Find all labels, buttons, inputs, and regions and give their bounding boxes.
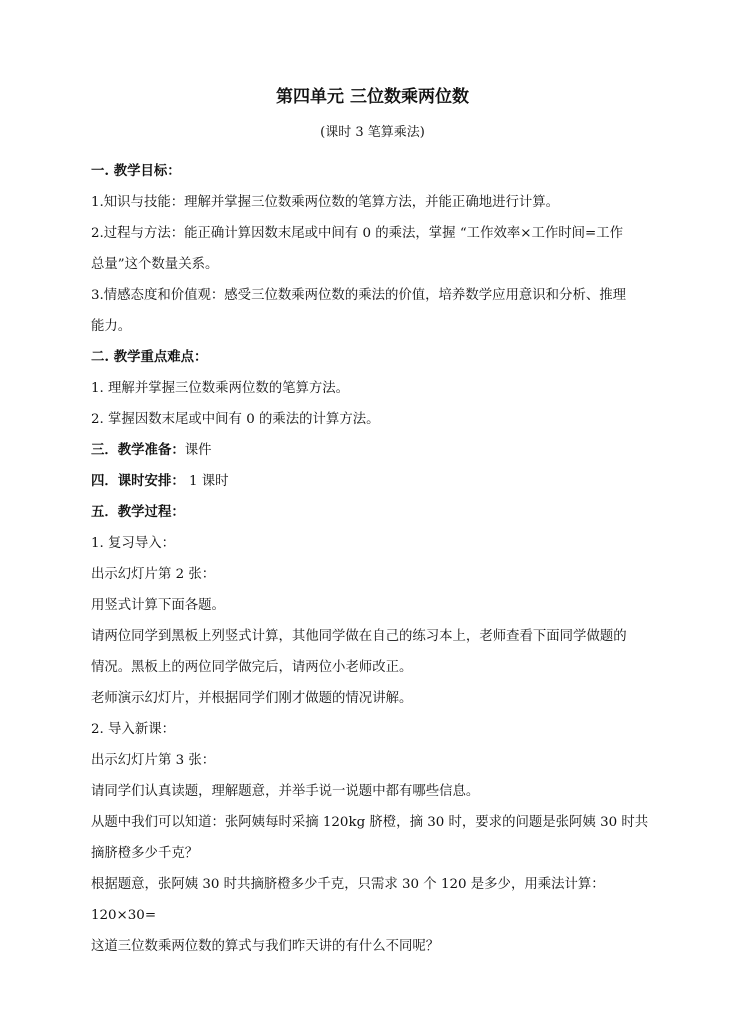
paragraph-line: 120×30= <box>91 908 157 923</box>
paragraph-line: 老师演示幻灯片，并根据同学们刚才做题的情况讲解。 <box>91 691 413 706</box>
section-heading-objectives: 一. 教学目标： <box>91 163 181 179</box>
paragraph-line: 从题中我们可以知道：张阿姨每时采摘 120kg 脐橙，摘 30 时，要求的问题是张阿姨 30 时共 <box>91 815 649 830</box>
paragraph-line: 请两位同学到黑板上列竖式计算，其他同学做在自己的练习本上，老师查看下面同学做题的 <box>91 629 627 644</box>
paragraph-line: 2.过程与方法：能正确计算因数末尾或中间有 0 的乘法，掌握 “工作效率×工作时间=工作 <box>91 226 624 241</box>
paragraph-line: 出示幻灯片第 2 张： <box>91 567 216 582</box>
paragraph-line: 能力。 <box>91 319 132 334</box>
paragraph-line: 1. 复习导入： <box>91 536 175 551</box>
paragraph-line: 2. 掌握因数末尾或中间有 0 的乘法的计算方法。 <box>91 412 380 427</box>
paragraph-line: 2. 导入新课： <box>91 722 175 737</box>
paragraph-line: 这道三位数乘两位数的算式与我们昨天讲的有什么不同呢？ <box>91 939 440 954</box>
paragraph-line: 摘脐橙多少千克？ <box>91 846 199 861</box>
paragraph-line: 1. 理解并掌握三位数乘两位数的笔算方法。 <box>91 381 350 396</box>
paragraph-line: 情况。黑板上的两位同学做完后，请两位小老师改正。 <box>91 660 413 675</box>
paragraph-line: 用竖式计算下面各题。 <box>91 598 225 613</box>
section-heading-key-points: 二. 教学重点难点： <box>91 349 208 365</box>
paragraph-line: 请同学们认真读题，理解题意，并举手说一说题中都有哪些信息。 <box>91 784 480 799</box>
paragraph-line: 出示幻灯片第 3 张： <box>91 753 216 768</box>
section-heading-preparation: 三．教学准备：课件 <box>91 442 212 458</box>
page-title: 第四单元 三位数乘两位数 <box>276 87 469 107</box>
section-heading-process: 五．教学过程： <box>91 504 185 520</box>
paragraph-line: 1.知识与技能：理解并掌握三位数乘两位数的笔算方法，并能正确地进行计算。 <box>91 195 560 210</box>
paragraph-line: 根据题意，张阿姨 30 时共摘脐橙多少千克，只需求 30 个 120 是多少，用乘法计算： <box>91 877 605 892</box>
schedule-value: 1 课时 <box>184 474 229 489</box>
paragraph-line: 总量”这个数量关系。 <box>91 257 219 272</box>
page-subtitle: (课时 3 笔算乘法) <box>320 125 425 140</box>
document-body <box>91 156 656 962</box>
preparation-value: 课件 <box>184 443 212 458</box>
section-heading-schedule: 四．课时安排： 1 课时 <box>91 473 229 489</box>
paragraph-line: 3.情感态度和价值观：感受三位数乘两位数的乘法的价值，培养数学应用意识和分析、推理 <box>91 288 627 303</box>
